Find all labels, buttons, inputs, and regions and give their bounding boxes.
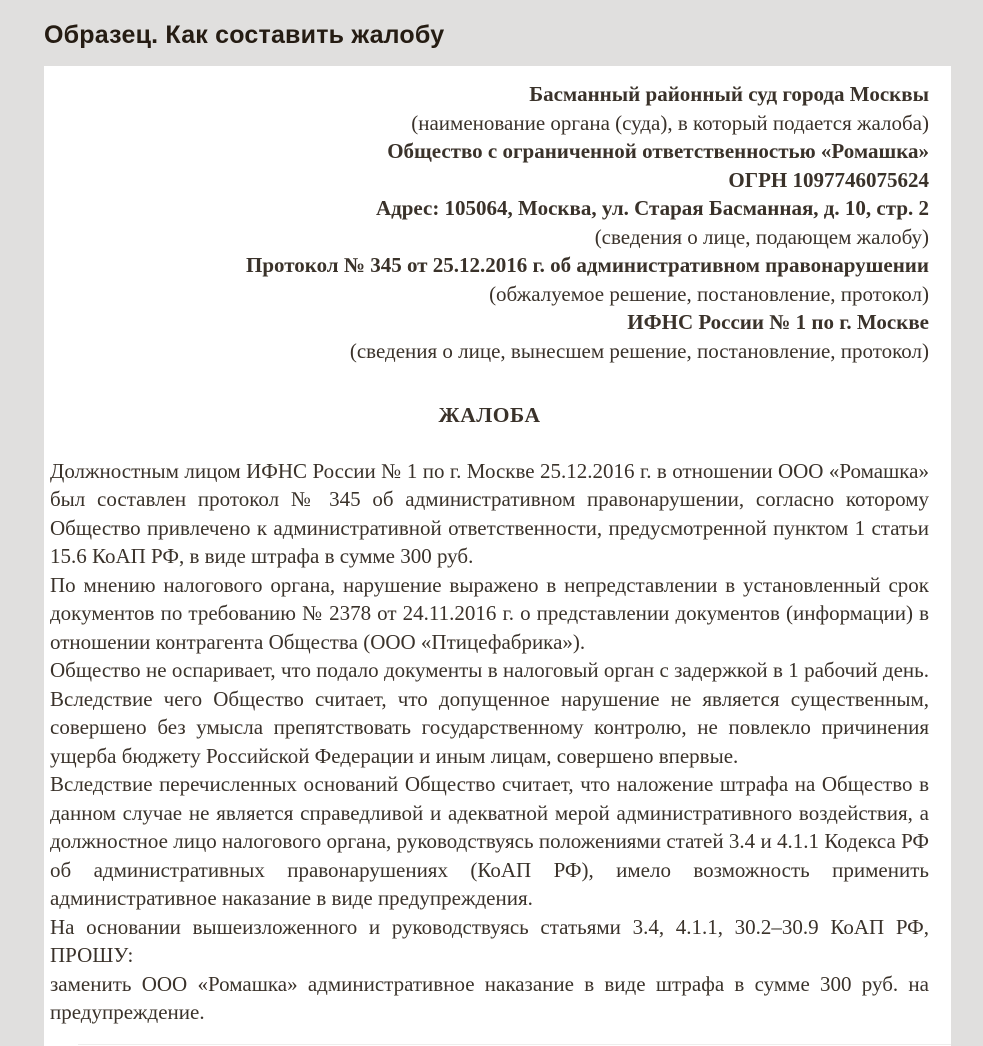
paragraph-tax-authority: По мнению налогового органа, нарушение выражено в непредставлении в установленный срок документов по требованию № 2378 от 24.11.2016 г. о представлении документов (информации) в отношении контрагента Общества (ООО «Птицефабрика»). — [50, 572, 929, 654]
document-heading: ЖАЛОБА — [438, 403, 541, 427]
header-caption-appealed-act: (обжалуемое решение, постановление, протокол) — [489, 281, 929, 306]
header-caption-applicant: (сведения о лице, подающем жалобу) — [594, 224, 929, 249]
paragraph-argument: Вследствие перечисленных оснований Общество считает, что наложение штрафа на Общество в данном случае не является справедливой и адекватной мерой административного воздействия, а должностное лицо налогового органа, руководствуясь положениями статей 3.4 и 4.1.1 Кодекса РФ об административных правонарушениях (КоАП РФ), имело возможность применить административное наказание в виде предупреждения. — [50, 772, 929, 910]
header-line-court-name: Басманный районный суд города Москвы — [529, 82, 929, 106]
header-caption-authority-info: (сведения о лице, вынесшем решение, постановление, протокол) — [349, 338, 929, 363]
paragraph-company-position: Общество не оспаривает, что подало документы в налоговый орган с задержкой в 1 рабочий день. Вследствие чего Общество считает, что допущенное нарушение не является существенным, совершено без умысла препятствовать государственному контролю, не повлекло причинения ущерба бюджету Российской Федерации и иным лицам, совершено впервые. — [50, 658, 929, 768]
document-body — [50, 457, 929, 1027]
paragraph-protocol-facts: Должностным лицом ИФНС России № 1 по г. Москве 25.12.2016 г. в отношении ООО «Ромашка» был составлен протокол № 345 об административном правонарушении, согласно которому Общество привлечено к административной ответственности, предусмотренной пунктом 1 статьи 15.6 КоАП РФ, в виде штрафа в сумме 300 руб. — [50, 458, 929, 568]
header-caption-court: (наименование органа (суда), в который подается жалоба) — [411, 110, 929, 135]
header-line-protocol: Протокол № 345 от 25.12.2016 г. об административном правонарушении — [245, 253, 929, 277]
header-line-address: Адрес: 105064, Москва, ул. Старая Басманная, д. 10, стр. 2 — [375, 196, 929, 220]
paragraph-request-intro: На основании вышеизложенного и руководствуясь статьями 3.4, 4.1.1, 30.2–30.9 КоАП РФ, ПРОШУ: — [50, 914, 929, 967]
page-title: Образец. Как составить жалобу — [44, 21, 445, 49]
header-line-company-name: Общество с ограниченной ответственностью «Ромашка» — [387, 139, 929, 163]
paragraph-request: заменить ООО «Ромашка» административное наказание в виде штрафа в сумме 300 руб. на предупреждение. — [50, 971, 929, 1024]
header-line-authority: ИФНС России № 1 по г. Москве — [627, 310, 929, 334]
bottom-divider — [78, 1044, 951, 1045]
header-line-ogrn: ОГРН 1097746075624 — [728, 167, 929, 192]
document-card — [44, 66, 951, 1046]
document-header — [50, 80, 929, 365]
